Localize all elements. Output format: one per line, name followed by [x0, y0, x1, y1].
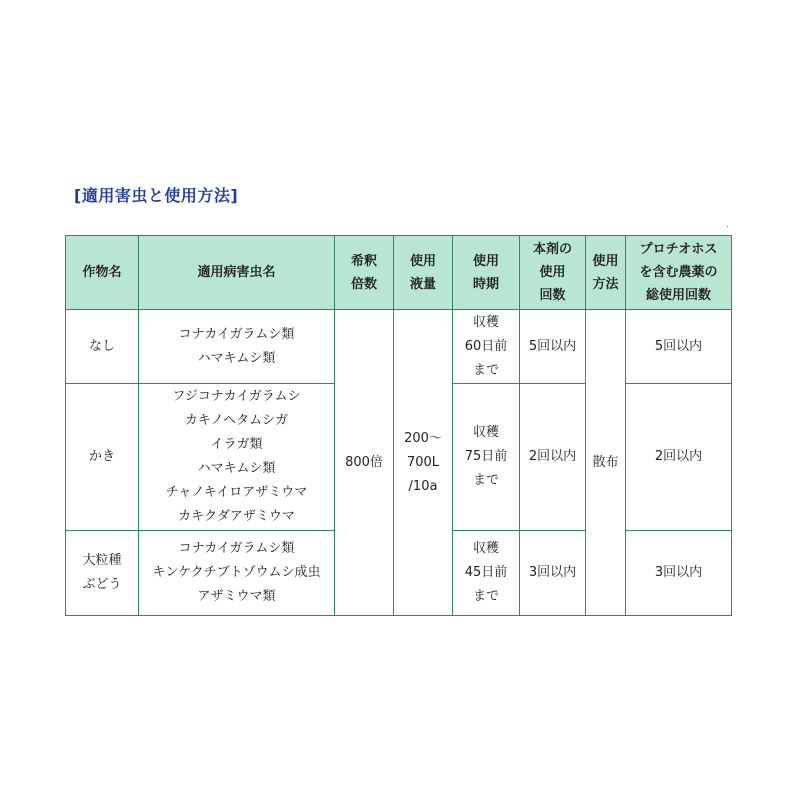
total-cell: 2回以内 [626, 384, 732, 531]
header-method: 使用 方法 [586, 236, 626, 310]
usage-table [65, 235, 732, 616]
pests-cell: フジコナカイガラムシ カキノヘタムシガ イラガ類 ハマキムシ類 チャノキイロアザミウマ カキクダアザミウマ [139, 384, 335, 531]
count-cell: 2回以内 [520, 384, 586, 531]
method-cell: 散布 [586, 310, 626, 616]
header-pests: 適用病害虫名 [139, 236, 335, 310]
header-timing: 使用 時期 [453, 236, 520, 310]
table-row [66, 310, 732, 384]
timing-cell: 収穫 75日前 まで [453, 384, 520, 531]
timing-cell: 収穫 45日前 まで [453, 531, 520, 616]
pests-cell: コナカイガラムシ類 キンケクチブトゾウムシ成虫 アザミウマ類 [139, 531, 335, 616]
volume-cell: 200～ 700L /10a [394, 310, 453, 616]
header-row [66, 236, 732, 310]
crop-cell: 大粒種 ぶどう [66, 531, 139, 616]
count-cell: 3回以内 [520, 531, 586, 616]
header-crop: 作物名 [66, 236, 139, 310]
crop-cell: かき [66, 384, 139, 531]
header-count: 本剤の 使用 回数 [520, 236, 586, 310]
count-cell: 5回以内 [520, 310, 586, 384]
dilution-cell: 800倍 [335, 310, 394, 616]
pests-cell: コナカイガラムシ類 ハマキムシ類 [139, 310, 335, 384]
total-cell: 3回以内 [626, 531, 732, 616]
crop-cell: なし [66, 310, 139, 384]
section-title: [適用害虫と使用方法] [74, 186, 239, 205]
header-total: プロチオホス を含む農薬の 総使用回数 [626, 236, 732, 310]
timing-cell: 収穫 60日前 まで [453, 310, 520, 384]
header-volume: 使用 液量 [394, 236, 453, 310]
stray-dot [727, 226, 728, 227]
total-cell: 5回以内 [626, 310, 732, 384]
header-dilution: 希釈 倍数 [335, 236, 394, 310]
